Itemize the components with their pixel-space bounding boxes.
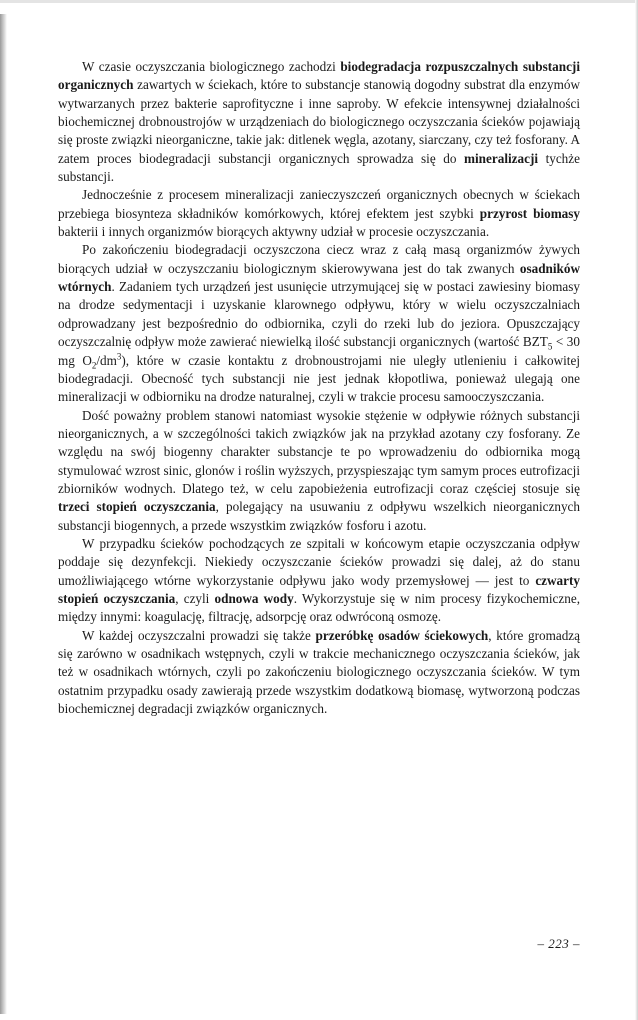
paragraph <box>58 535 580 627</box>
bold-term: mineralizacji <box>464 150 538 166</box>
text-run: tychże substancji. <box>58 150 580 185</box>
text-run: , które gromadzą się zarówno w osadnikach wstępnych, czyli w trakcie mechanicznego oczyszczania ścieków, jak też w osadnikach wtórnych, czyli po zakończeniu biologicznego oczyszczania ścieków. W tym ostatnim przypadku osady zawierają przede wszystkim dodatkową biomasę, wytworzoną podczas biochemicznej degradacji związków organicznych. <box>58 627 580 717</box>
paragraph <box>58 627 580 719</box>
text-run: bakterii i innych organizmów biorących aktywny udział w procesie oczyszczania. <box>58 224 490 240</box>
text-run: . Zadaniem tych urządzeń jest usunięcie utrzymującej się w postaci zawiesiny biomasy na drodze sedymentacji i uzyskanie klarownego odpływu, który w wielu oczyszczalniach odprowadzany jest bezpośrednio do odbiornika, czyli do rzeki lub do jeziora. Opuszczający oczyszczalnię odpływ może zawierać niewielką ilość substancji organicznych (wartość BZT <box>58 279 580 350</box>
scan-border-left <box>0 14 7 1014</box>
bold-term: biodegradacja rozpuszczalnych substancji organicznych <box>58 59 580 93</box>
page-body-text <box>58 58 580 718</box>
text-run: /dm <box>96 352 117 368</box>
bold-term: przyrost biomasy <box>479 205 580 221</box>
paragraph <box>58 186 580 241</box>
paragraph <box>58 407 580 535</box>
paragraph <box>58 241 580 406</box>
paragraph <box>58 58 580 186</box>
text-run: W każdej oczyszczalni prowadzi się także <box>82 627 316 643</box>
text-run: zawartych w ściekach, które to substancje stanowią dogodny substrat dla enzymów wytwarzanych przez bakterie saprofityczne i inne saproby. W efekcie intensywnej działalności biochemicznej drobnoustrojów w urządzeniach do biologicznego oczyszczania ścieków pojawiają się proste związki nieorganiczne, takie jak: ditlenek węgla, azotany, siarczany, czy też fosforany. A zatem proces biodegradacji substancji organicznych sprowadza się do <box>58 77 580 166</box>
text-run: , czyli <box>175 590 215 606</box>
bold-term: osadników wtórnych <box>58 260 580 295</box>
bold-term: trzeci stopień oczyszczania <box>58 499 216 515</box>
bold-term: odnowa wody <box>214 590 294 606</box>
subscript: 2 <box>91 360 97 371</box>
subscript: 5 <box>547 341 553 352</box>
text-run: , polegający na usuwaniu z odpływu wszelkich nieorganicznych substancji biogennych, a przede wszystkim związków fosforu i azotu. <box>58 499 580 533</box>
text-run: < 30 mg O <box>58 334 580 368</box>
text-run: ), które w czasie kontaktu z drobnoustrojami nie uległy utlenieniu i całkowitej biodegradacji. Obecność tych substancji nie jest jednak kłopotliwa, ponieważ ulegają one mineralizacji w odbiorniku na drodze naturalnej, czyli w trakcie procesu samooczyszczania. <box>58 352 580 405</box>
text-run: Dość poważny problem stanowi natomiast wysokie stężenie w odpływie różnych substancji nieorganicznych, a w szczególności takich związków jak na przykład azotany czy fosforany. Ze względu na swój biogenny charakter substancje te po wprowadzeniu do odbiornika mogą stymulować wzrost sinic, glonów i roślin wyższych, przyspieszając tym samym proces eutrofizacji zbiorników wodnych. Dlatego też, w celu zapobieżenia eutrofizacji coraz częściej stosuje się <box>58 407 580 496</box>
superscript: 3 <box>116 351 122 362</box>
bold-term: przeróbkę osadów ściekowych <box>315 627 489 643</box>
text-run: Po zakończeniu biodegradacji oczyszczona ciecz wraz z całą masą organizmów żywych biorących udział w oczyszczaniu biologicznym skierowywana jest do tak zwanych <box>58 242 580 276</box>
text-run: . Wykorzystuje się w nim procesy fizykochemiczne, między innymi: koagulację, filtrację, adsorpcję oraz odwróconą osmozę. <box>58 590 580 625</box>
text-run: W przypadku ścieków pochodzących ze szpitali w końcowym etapie oczyszczania odpływ poddaje się dezynfekcji. Niekiedy oczyszczanie ścieków prowadzi się dalej, aż do stanu umożliwiającego wtórne wykorzystanie odpływu jako wody przemysłowej — jest to <box>58 535 580 588</box>
page-number: – 223 – <box>537 936 580 951</box>
bold-term: czwarty stopień oczyszczania <box>58 572 580 606</box>
scan-border-top <box>0 0 638 3</box>
text-run: Jednocześnie z procesem mineralizacji zanieczyszczeń organicznych obecnych w ściekach przebiega biosynteza składników komórkowych, której efektem jest szybki <box>58 187 580 221</box>
text-run: W czasie oczyszczania biologicznego zachodzi <box>82 59 341 74</box>
